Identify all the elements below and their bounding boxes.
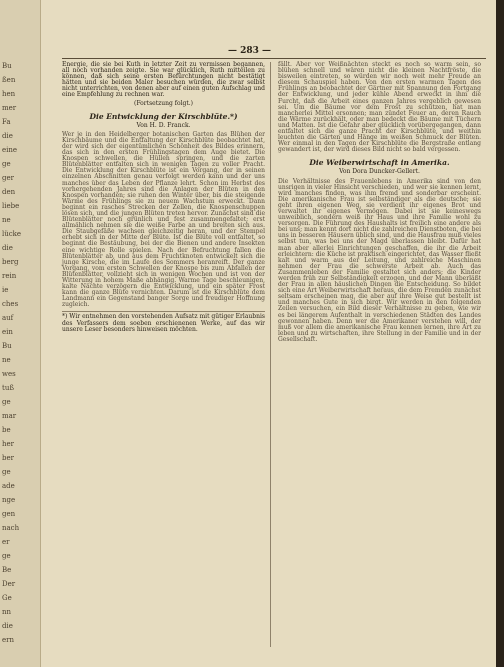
strip-word: ne xyxy=(2,356,11,364)
strip-word: Der xyxy=(2,580,16,588)
strip-word: den xyxy=(2,188,16,196)
strip-word: liebe xyxy=(2,202,20,210)
book-binding xyxy=(496,0,504,667)
strip-word: her xyxy=(2,440,14,448)
article-body-2: Die Verhältnisse des Frauenlebens in Amerika sind von den unsrigen in vieler Hinsicht verschieden, und wer sie kennen lernt, wird manches finden, was ihm fremd und sonderbar erscheint. Die amerikanische Frau ist selbständiger als die deutsche; sie geht ihren eigenen Weg, sie verdient ihr eigenes Brot und verwaltet ihr eigenes Vermögen. Dabei ist sie keineswegs unweiblich, sondern weiß ihr Haus und ihre Familie wohl zu versorgen. Die Führung des Haushalts ist freilich eine andere als bei uns; man kennt dort nicht die zahlreichen Dienstboten, die bei uns in besseren Häusern üblich sind, und die Hausfrau muß vieles selbst tun, was bei uns der Magd überlassen bleibt. Dafür hat man aber allerlei Einrichtungen geschaffen, die ihr die Arbeit erleichtern: die Küche ist praktisch eingerichtet, das Wasser fließt kalt und warm aus der Leitung, und zahlreiche Maschinen nehmen der Frau die schwerste Arbeit ab. Auch das Zusammenleben der Familie gestaltet sich anders; die Kinder werden früh zur Selbständigkeit erzogen, und der Mann überläßt der Frau in allen häuslichen Dingen die Entscheidung. So bildet sich eine Art Weiberwirtschaft heraus, die dem Fremden zunächst seltsam erscheinen mag, die aber auf ihre Weise gut bestellt ist und manches Gute in sich birgt. Wir werden in den folgenden Zeilen versuchen, ein Bild dieser Verhältnisse zu geben, wie wir es bei längerem Aufenthalt in verschiedenen Städten des Landes gewonnen haben. Denn wer die Amerikaner verstehen will, der muß vor allem die amerikanische Frau kennen lernen, ihre Art zu leben und zu wirtschaften, ihre Stellung in der Familie und in der Gesellschaft. xyxy=(278,177,481,343)
continuation-note: (Fortsetzung folgt.) xyxy=(134,99,193,107)
strip-word: die xyxy=(2,622,13,630)
strip-word: nn xyxy=(2,608,12,616)
strip-word: die xyxy=(2,132,13,140)
strip-word: nge xyxy=(2,496,16,504)
column-divider xyxy=(270,62,271,647)
right-column xyxy=(278,62,481,345)
page-number: — 283 — xyxy=(228,46,272,56)
strip-word: ie xyxy=(2,286,9,294)
strip-word: ber xyxy=(2,454,14,462)
strip-word: ge xyxy=(2,552,11,560)
article-author: Von H. D. Franck. xyxy=(136,121,191,129)
strip-word: ches xyxy=(2,300,19,308)
article-heading-2: Die Weiberwirtschaft in Amerika. xyxy=(309,158,450,168)
strip-word: Be xyxy=(2,566,12,574)
strip-word: ge xyxy=(2,398,11,406)
strip-word: ge xyxy=(2,468,11,476)
strip-word: ade xyxy=(2,482,15,490)
strip-word: tuß xyxy=(2,384,14,392)
strip-word: ern xyxy=(2,636,14,644)
strip-word: ger xyxy=(2,174,14,182)
strip-word: berg xyxy=(2,258,19,266)
article-body: Wer je in den Heidelberger botanischen Garten das Blühen der Kirschbäume und die Entfaltung der Kirschblüte beobachtet hat, der wird sich der eigentümlichen Schönheit des Bildes erinnern, das sich in den ersten Frühlingstagen dem Auge bietet. Die Knospen schwellen, die Hüllen springen, und die zarten Blütenblätter entfalten sich in wenigen Tagen zu voller Pracht. Die Entwicklung der Kirschblüte ist ein Vorgang, der in seinen einzelnen Abschnitten genau verfolgt werden kann und der uns manches über das Leben der Pflanze lehrt. Schon im Herbst des vorhergehenden Jahres sind die Anlagen der Blüten in den Knospen vorhanden; sie ruhen den Winter über, bis die steigende Wärme des Frühlings sie zu neuem Wachstum erweckt. Dann beginnt ein rasches Strecken der Zellen, die Knospenschuppen lösen sich, und die jungen Blüten treten hervor. Zunächst sind die Blütenblätter noch grünlich und fest zusammengefaltet; erst allmählich nehmen sie die weiße Farbe an und breiten sich aus. Die Staubgefäße wachsen gleichzeitig heran, und der Stempel erhebt sich in der Mitte der Blüte. Ist die Blüte voll entfaltet, so beginnt die Bestäubung, bei der die Bienen und andere Insekten eine wichtige Rolle spielen. Nach der Befruchtung fallen die Blütenblätter ab, und aus dem Fruchtknoten entwickelt sich die junge Kirsche, die im Laufe des Sommers heranreift. Der ganze Vorgang, vom ersten Schwellen der Knospe bis zum Abfallen der Blütenblätter, vollzieht sich in wenigen Wochen und ist von der Witterung in hohem Maße abhängig. Warme Tage beschleunigen, kalte Nächte verzögern die Entwicklung, und ein später Frost kann die ganze Blüte vernichten. Darum ist die Kirschblüte dem Landmann ein Gegenstand banger Sorge und freudiger Hoffnung zugleich. xyxy=(62,130,265,309)
article-continuation: fällt. Aber vor Weißnächten steckt es noch so warm sein, so blühen schnell und wären nicht die kleinen Nachtfröste, die bisweilen eintreten, so würden wir noch weit mehr Freude an diesem Schauspiel haben. Von den ersten warmen Tagen des Frühlings an beobachtet der Gärtner mit Spannung den Fortgang der Entwicklung, und jeder kühle Abend erweckt in ihm die Furcht, daß die Arbeit eines ganzen Jahres vergeblich gewesen sei. Um die Bäume vor dem Frost zu schützen, hat man mancherlei Mittel ersonnen; man zündet Feuer an, deren Rauch die Wärme zurückhält, oder man bedeckt die Bäume mit Tüchern und Matten. Ist die Gefahr aber glücklich vorübergegangen, dann entfaltet sich die ganze Pracht der Kirschblüte, und weithin leuchten die Gärten und Hänge im weißen Schmuck der Blüten. Wer einmal in den Tagen der Kirschblüte die Bergstraße entlang gewandert ist, der wird dieses Bild nicht so bald vergessen. xyxy=(278,61,481,154)
strip-word: Bu xyxy=(2,62,12,70)
strip-word: nach xyxy=(2,524,20,532)
strip-word: Bu xyxy=(2,342,12,350)
strip-word: eine xyxy=(2,146,18,154)
previous-page-strip xyxy=(0,0,41,667)
strip-word: die xyxy=(2,244,13,252)
header-rule xyxy=(62,58,486,59)
strip-word: lücke xyxy=(2,230,22,238)
strip-word: ne xyxy=(2,216,11,224)
strip-word: mar xyxy=(2,412,17,420)
strip-word: ge xyxy=(2,160,11,168)
strip-word: hen xyxy=(2,90,16,98)
footnote: *) Wir entnehmen den vorstehenden Aufsatz mit gütiger Erlaubnis des Verfassers dem soeben erschienenen Werke, auf das wir unsere Leser besonders hinweisen möchten. xyxy=(62,313,265,333)
strip-word: be xyxy=(2,426,11,434)
strip-word: er xyxy=(2,538,10,546)
strip-word: Fa xyxy=(2,118,11,126)
article-heading: Die Entwicklung der Kirschblüte.*) xyxy=(89,111,238,121)
strip-word: Ge xyxy=(2,594,12,602)
strip-word: rein xyxy=(2,272,17,280)
strip-word: gen xyxy=(2,510,16,518)
strip-word: ßen xyxy=(2,76,16,84)
strip-word: wes xyxy=(2,370,16,378)
article-author-2: Von Dora Duncker-Gellert. xyxy=(339,168,420,176)
strip-word: auf xyxy=(2,314,14,322)
strip-word: mer xyxy=(2,104,17,112)
strip-word: ein xyxy=(2,328,13,336)
story-continuation: Energie, die sie bei Kuth in letzter Zeit zu vermissen begannen, all noch vorhanden zeigte. Sie war glücklich, Ruth mitteilen zu können, daß sich seine ersten Befürchtungen nicht bestätigt hätten und sie beiden Maler besuchen würden, die zwar selbst nicht unterrichten, von denen aber auf einen guten Aufschlag und eine Empfehlung zu rechnen war. xyxy=(62,61,265,99)
left-column xyxy=(62,62,265,335)
